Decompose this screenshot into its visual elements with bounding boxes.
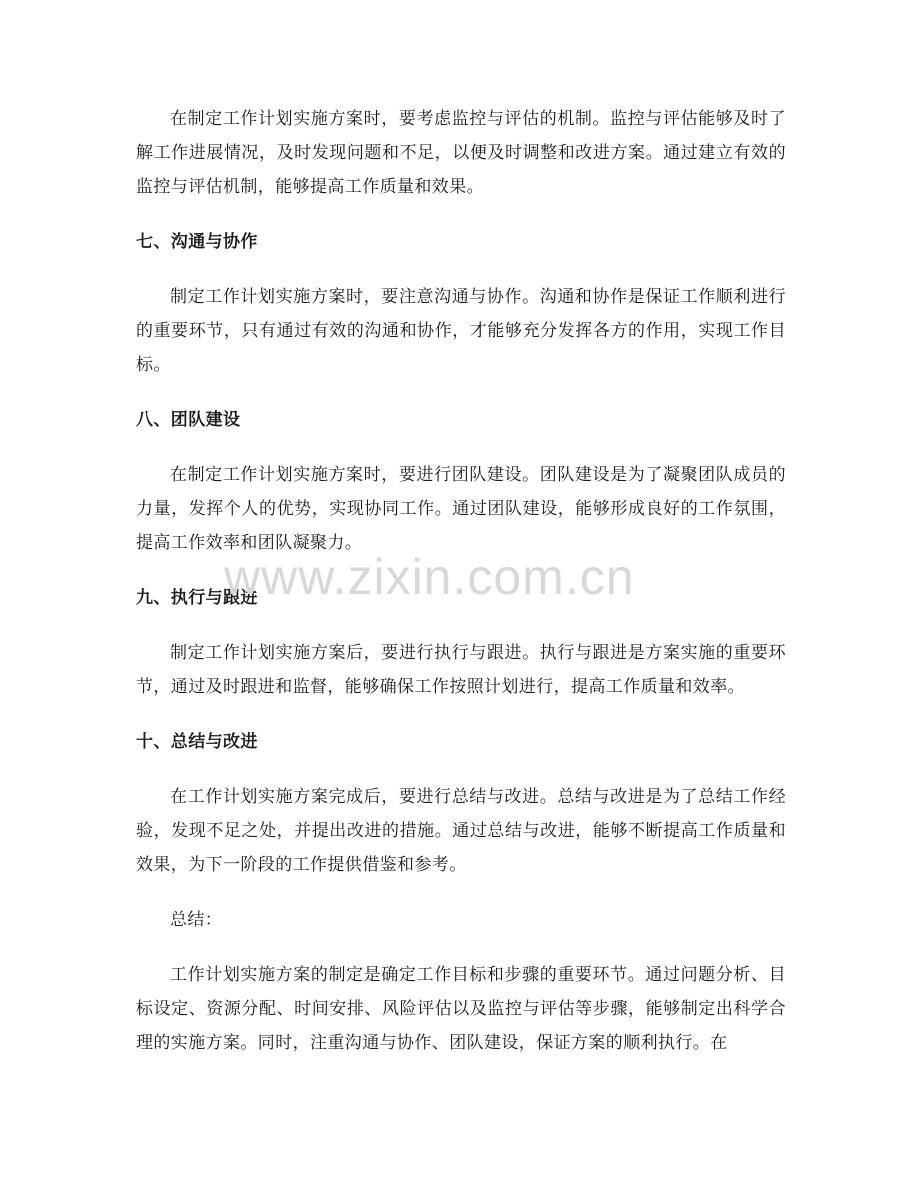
paragraph-team-building: 在制定工作计划实施方案时，要进行团队建设。团队建设是为了凝聚团队成员的力量，发挥个人的优势，实现协同工作。通过团队建设，能够形成良好的工作氛围，提高工作效率和团队凝聚力。 [136,465,786,553]
heading-review: 十、总结与改进 [136,732,258,752]
watermark: www.zixin.com.cn [224,549,635,605]
heading-team-building: 八、团队建设 [136,410,241,430]
heading-execution: 九、执行与跟进 [136,588,258,608]
paragraph-summary: 工作计划实施方案的制定是确定工作目标和步骤的重要环节。通过问题分析、目标设定、资源分配、时间安排、风险评估以及监控与评估等步骤，能够制定出科学合理的实施方案。同时，注重沟通与协作、团队建设，保证方案的顺利执行。在 [136,965,786,1053]
document-page [136,102,786,1081]
heading-communication: 七、沟通与协作 [136,232,258,252]
paragraph-execution: 制定工作计划实施方案后，要进行执行与跟进。执行与跟进是方案实施的重要环节，通过及时跟进和监督，能够确保工作按照计划进行，提高工作质量和效率。 [136,643,786,697]
paragraph-communication: 制定工作计划实施方案时，要注意沟通与协作。沟通和协作是保证工作顺利进行的重要环节，只有通过有效的沟通和协作，才能够充分发挥各方的作用，实现工作目标。 [136,287,786,375]
summary-label: 总结： [170,910,223,930]
paragraph-review: 在工作计划实施方案完成后，要进行总结与改进。总结与改进是为了总结工作经验，发现不足之处，并提出改进的措施。通过总结与改进，能够不断提高工作质量和效果，为下一阶段的工作提供借鉴和参考。 [136,787,786,875]
paragraph-monitoring: 在制定工作计划实施方案时，要考虑监控与评估的机制。监控与评估能够及时了解工作进展情况，及时发现问题和不足，以便及时调整和改进方案。通过建立有效的监控与评估机制，能够提高工作质量和效果。 [136,109,786,197]
